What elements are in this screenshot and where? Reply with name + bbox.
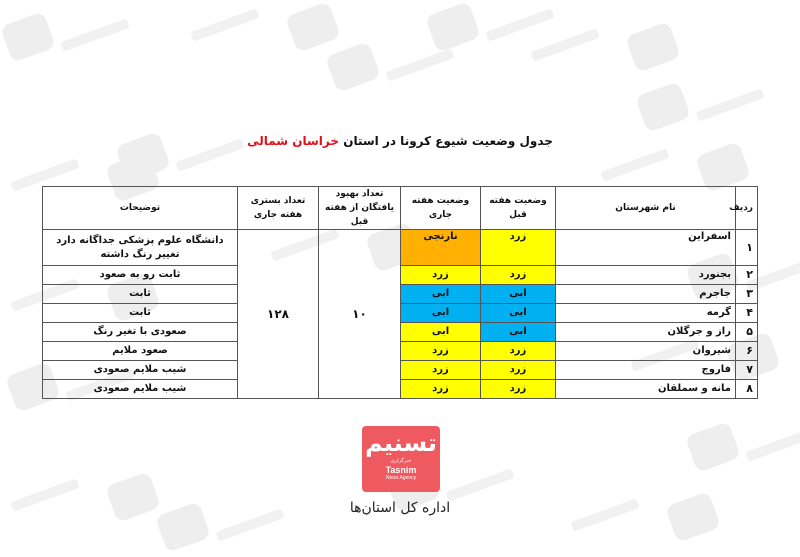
curr-status-cell: زرد: [401, 380, 481, 399]
corona-status-table: [42, 186, 758, 399]
table-row: [43, 285, 758, 304]
prev-status-cell: زرد: [481, 266, 556, 285]
office-label: اداره کل استان‌ها: [349, 500, 451, 516]
watermark-mark: [745, 428, 800, 461]
watermark-logo-icon: [425, 1, 481, 52]
watermark-mark: [695, 88, 764, 121]
header-notes: توضیحات: [43, 187, 238, 230]
row-number: ۲: [736, 266, 758, 285]
logo-en: Tasnim: [385, 465, 417, 475]
row-number: ۵: [736, 323, 758, 342]
prev-status-cell: زرد: [481, 342, 556, 361]
notes-cell: ثابت رو به صعود: [43, 266, 238, 285]
prev-status-cell: زرد: [481, 361, 556, 380]
curr-status-cell: نارنجی: [401, 230, 481, 266]
table-row: [43, 342, 758, 361]
curr-status-cell: ابی: [401, 323, 481, 342]
prev-status-cell: زرد: [481, 230, 556, 266]
row-number: ۸: [736, 380, 758, 399]
title-main: جدول وضعیت شیوع کرونا در استان: [343, 134, 553, 148]
curr-status-cell: زرد: [401, 361, 481, 380]
logo-fa-sub: خبرگزاری: [390, 458, 412, 464]
watermark-mark: [445, 468, 514, 501]
title-province: خراسان شمالی: [247, 134, 340, 148]
logo-glyph: تسنیم: [365, 429, 437, 457]
city-name: مانه و سملقان: [556, 380, 736, 399]
notes-cell: شیب ملایم صعودی: [43, 380, 238, 399]
table-row: [43, 304, 758, 323]
hospitalized-total: ۱۲۸: [238, 230, 319, 399]
watermark-logo-icon: [635, 81, 691, 132]
table-row: [43, 361, 758, 380]
watermark-mark: [485, 8, 554, 41]
watermark-mark: [190, 8, 259, 41]
notes-cell: ثابت: [43, 304, 238, 323]
table-row: [43, 230, 758, 266]
city-name: اسفراین: [556, 230, 736, 266]
table-row: [43, 380, 758, 399]
watermark-logo-icon: [665, 491, 721, 542]
header-recovered: تعداد بهبود یافتگان از هفته قبل: [319, 187, 401, 230]
curr-status-cell: زرد: [401, 266, 481, 285]
city-name: راز و جرگلان: [556, 323, 736, 342]
prev-status-cell: ابی: [481, 285, 556, 304]
page-title: [0, 134, 800, 148]
city-name: فاروج: [556, 361, 736, 380]
watermark-mark: [530, 28, 599, 61]
logo-en-sub: News Agency: [385, 475, 417, 481]
tasnim-logo: [362, 426, 440, 492]
watermark-logo-icon: [625, 21, 681, 72]
watermark-logo-icon: [0, 11, 56, 62]
row-number: ۴: [736, 304, 758, 323]
header-city: نام شهرستان: [556, 187, 736, 230]
watermark-logo-icon: [685, 421, 741, 472]
prev-status-cell: زرد: [481, 380, 556, 399]
city-name: گرمه: [556, 304, 736, 323]
prev-status-cell: ابی: [481, 323, 556, 342]
notes-cell: صعود ملایم: [43, 342, 238, 361]
header-prev-status: وضعیت هفته قبل: [481, 187, 556, 230]
watermark-mark: [600, 148, 669, 181]
header-row-number: ردیف: [736, 187, 758, 230]
header-curr-status: وضعیت هفته جاری: [401, 187, 481, 230]
notes-cell: شیب ملایم صعودی: [43, 361, 238, 380]
row-number: ۷: [736, 361, 758, 380]
city-name: جاجرم: [556, 285, 736, 304]
notes-cell: دانشگاه علوم پزشکی جداگانه دارد تغییر رنگ داشته: [43, 230, 238, 266]
curr-status-cell: ابی: [401, 304, 481, 323]
recovered-total: ۱۰: [319, 230, 401, 399]
watermark-logo-icon: [285, 1, 341, 52]
header-hospitalized: تعداد بستری هفته جاری: [238, 187, 319, 230]
city-name: بجنورد: [556, 266, 736, 285]
notes-cell: ثابت: [43, 285, 238, 304]
table-row: [43, 323, 758, 342]
watermark-logo-icon: [695, 141, 751, 192]
row-number: ۳: [736, 285, 758, 304]
row-number: ۶: [736, 342, 758, 361]
curr-status-cell: زرد: [401, 342, 481, 361]
table-header-row: [43, 187, 758, 230]
watermark-logo-icon: [325, 41, 381, 92]
prev-status-cell: ابی: [481, 304, 556, 323]
table-row: [43, 266, 758, 285]
notes-cell: صعودی با تغیر رنگ: [43, 323, 238, 342]
curr-status-cell: ابی: [401, 285, 481, 304]
row-number: ۱: [736, 230, 758, 266]
city-name: شیروان: [556, 342, 736, 361]
watermark-mark: [385, 48, 454, 81]
watermark-mark: [60, 18, 129, 51]
